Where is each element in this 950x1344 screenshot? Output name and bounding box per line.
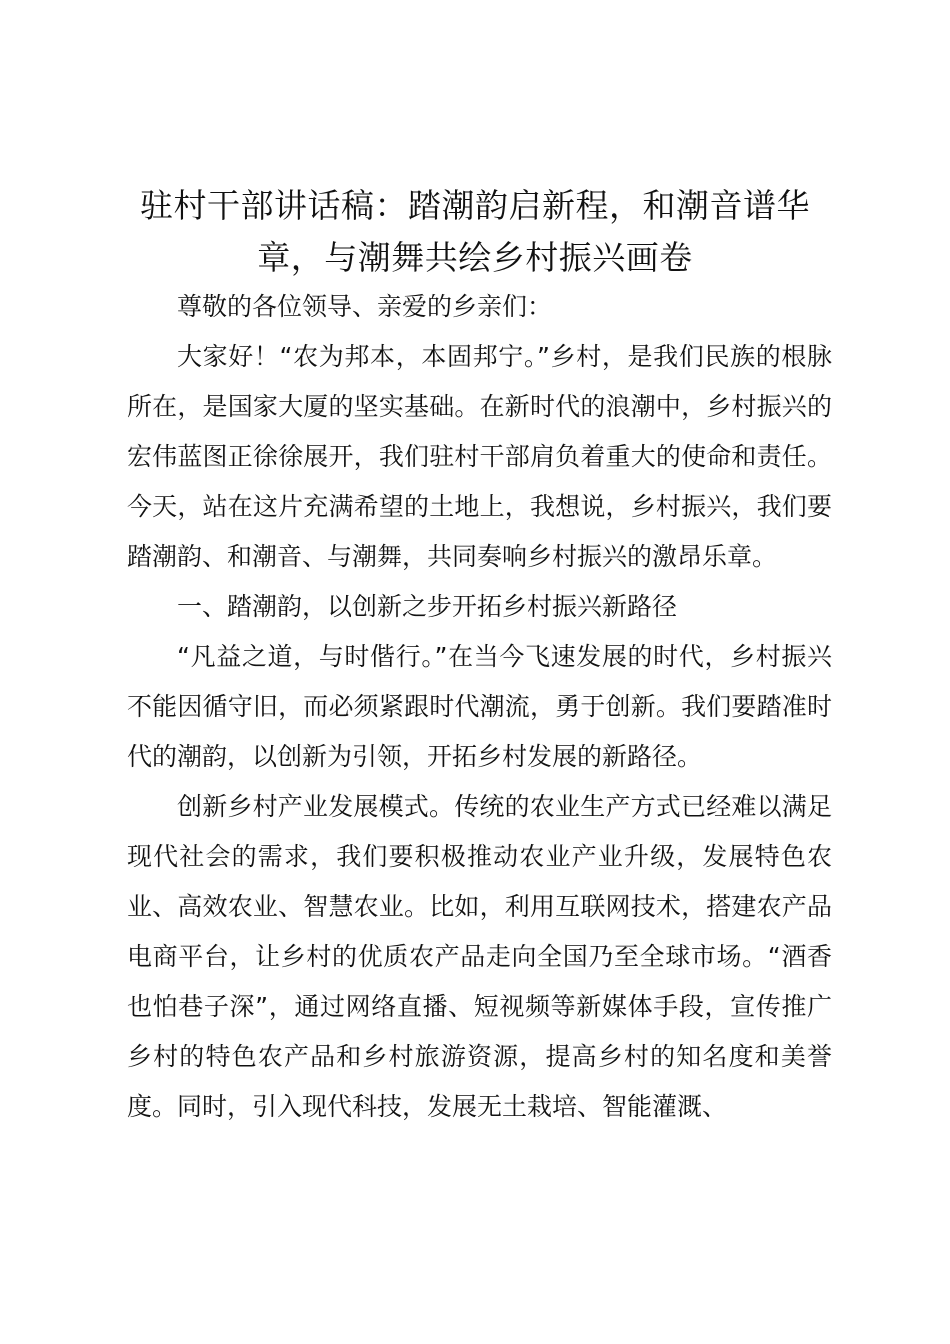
section-heading-1: 一、踏潮韵，以创新之步开拓乡村振兴新路径 [177, 592, 678, 621]
salutation: 尊敬的各位领导、亲爱的乡亲们： [177, 292, 553, 321]
paragraph-industry-innovation: 创新乡村产业发展模式。传统的农业生产方式已经难以满足现代社会的需求，我们要积极推动农业产业升级，发展特色农业、高效农业、智慧农业。比如，利用互联网技术，搭建农产品电商平台，让乡村的优质农产品走向全国乃至全球市场。“酒香也怕巷子深”，通过网络直播、短视频等新媒体手段，宣传推广乡村的特色农产品和乡村旅游资源，提高乡村的知名度和美誉度。同时，引入现代科技，发展无土栽培、智能灌溉、 [127, 792, 832, 1121]
paragraph-opening: 大家好！“农为邦本，本固邦宁。”乡村，是我们民族的根脉所在，是国家大厦的坚实基础。在新时代的浪潮中，乡村振兴的宏伟蓝图正徐徐展开，我们驻村干部肩负着重大的使命和责任。今天，站在这片充满希望的土地上，我想说，乡村振兴，我们要踏潮韵、和潮音、与潮舞，共同奏响乡村振兴的激昂乐章。 [127, 342, 832, 571]
paragraph-section1-intro: “凡益之道，与时偕行。”在当今飞速发展的时代，乡村振兴不能因循守旧，而必须紧跟时代潮流，勇于创新。我们要踏准时代的潮韵，以创新为引领，开拓乡村发展的新路径。 [127, 642, 832, 771]
document-title: 驻村干部讲话稿：踏潮韵启新程，和潮音谱华章，与潮舞共绘乡村振兴画卷 [140, 186, 810, 277]
document-body [127, 282, 832, 1132]
